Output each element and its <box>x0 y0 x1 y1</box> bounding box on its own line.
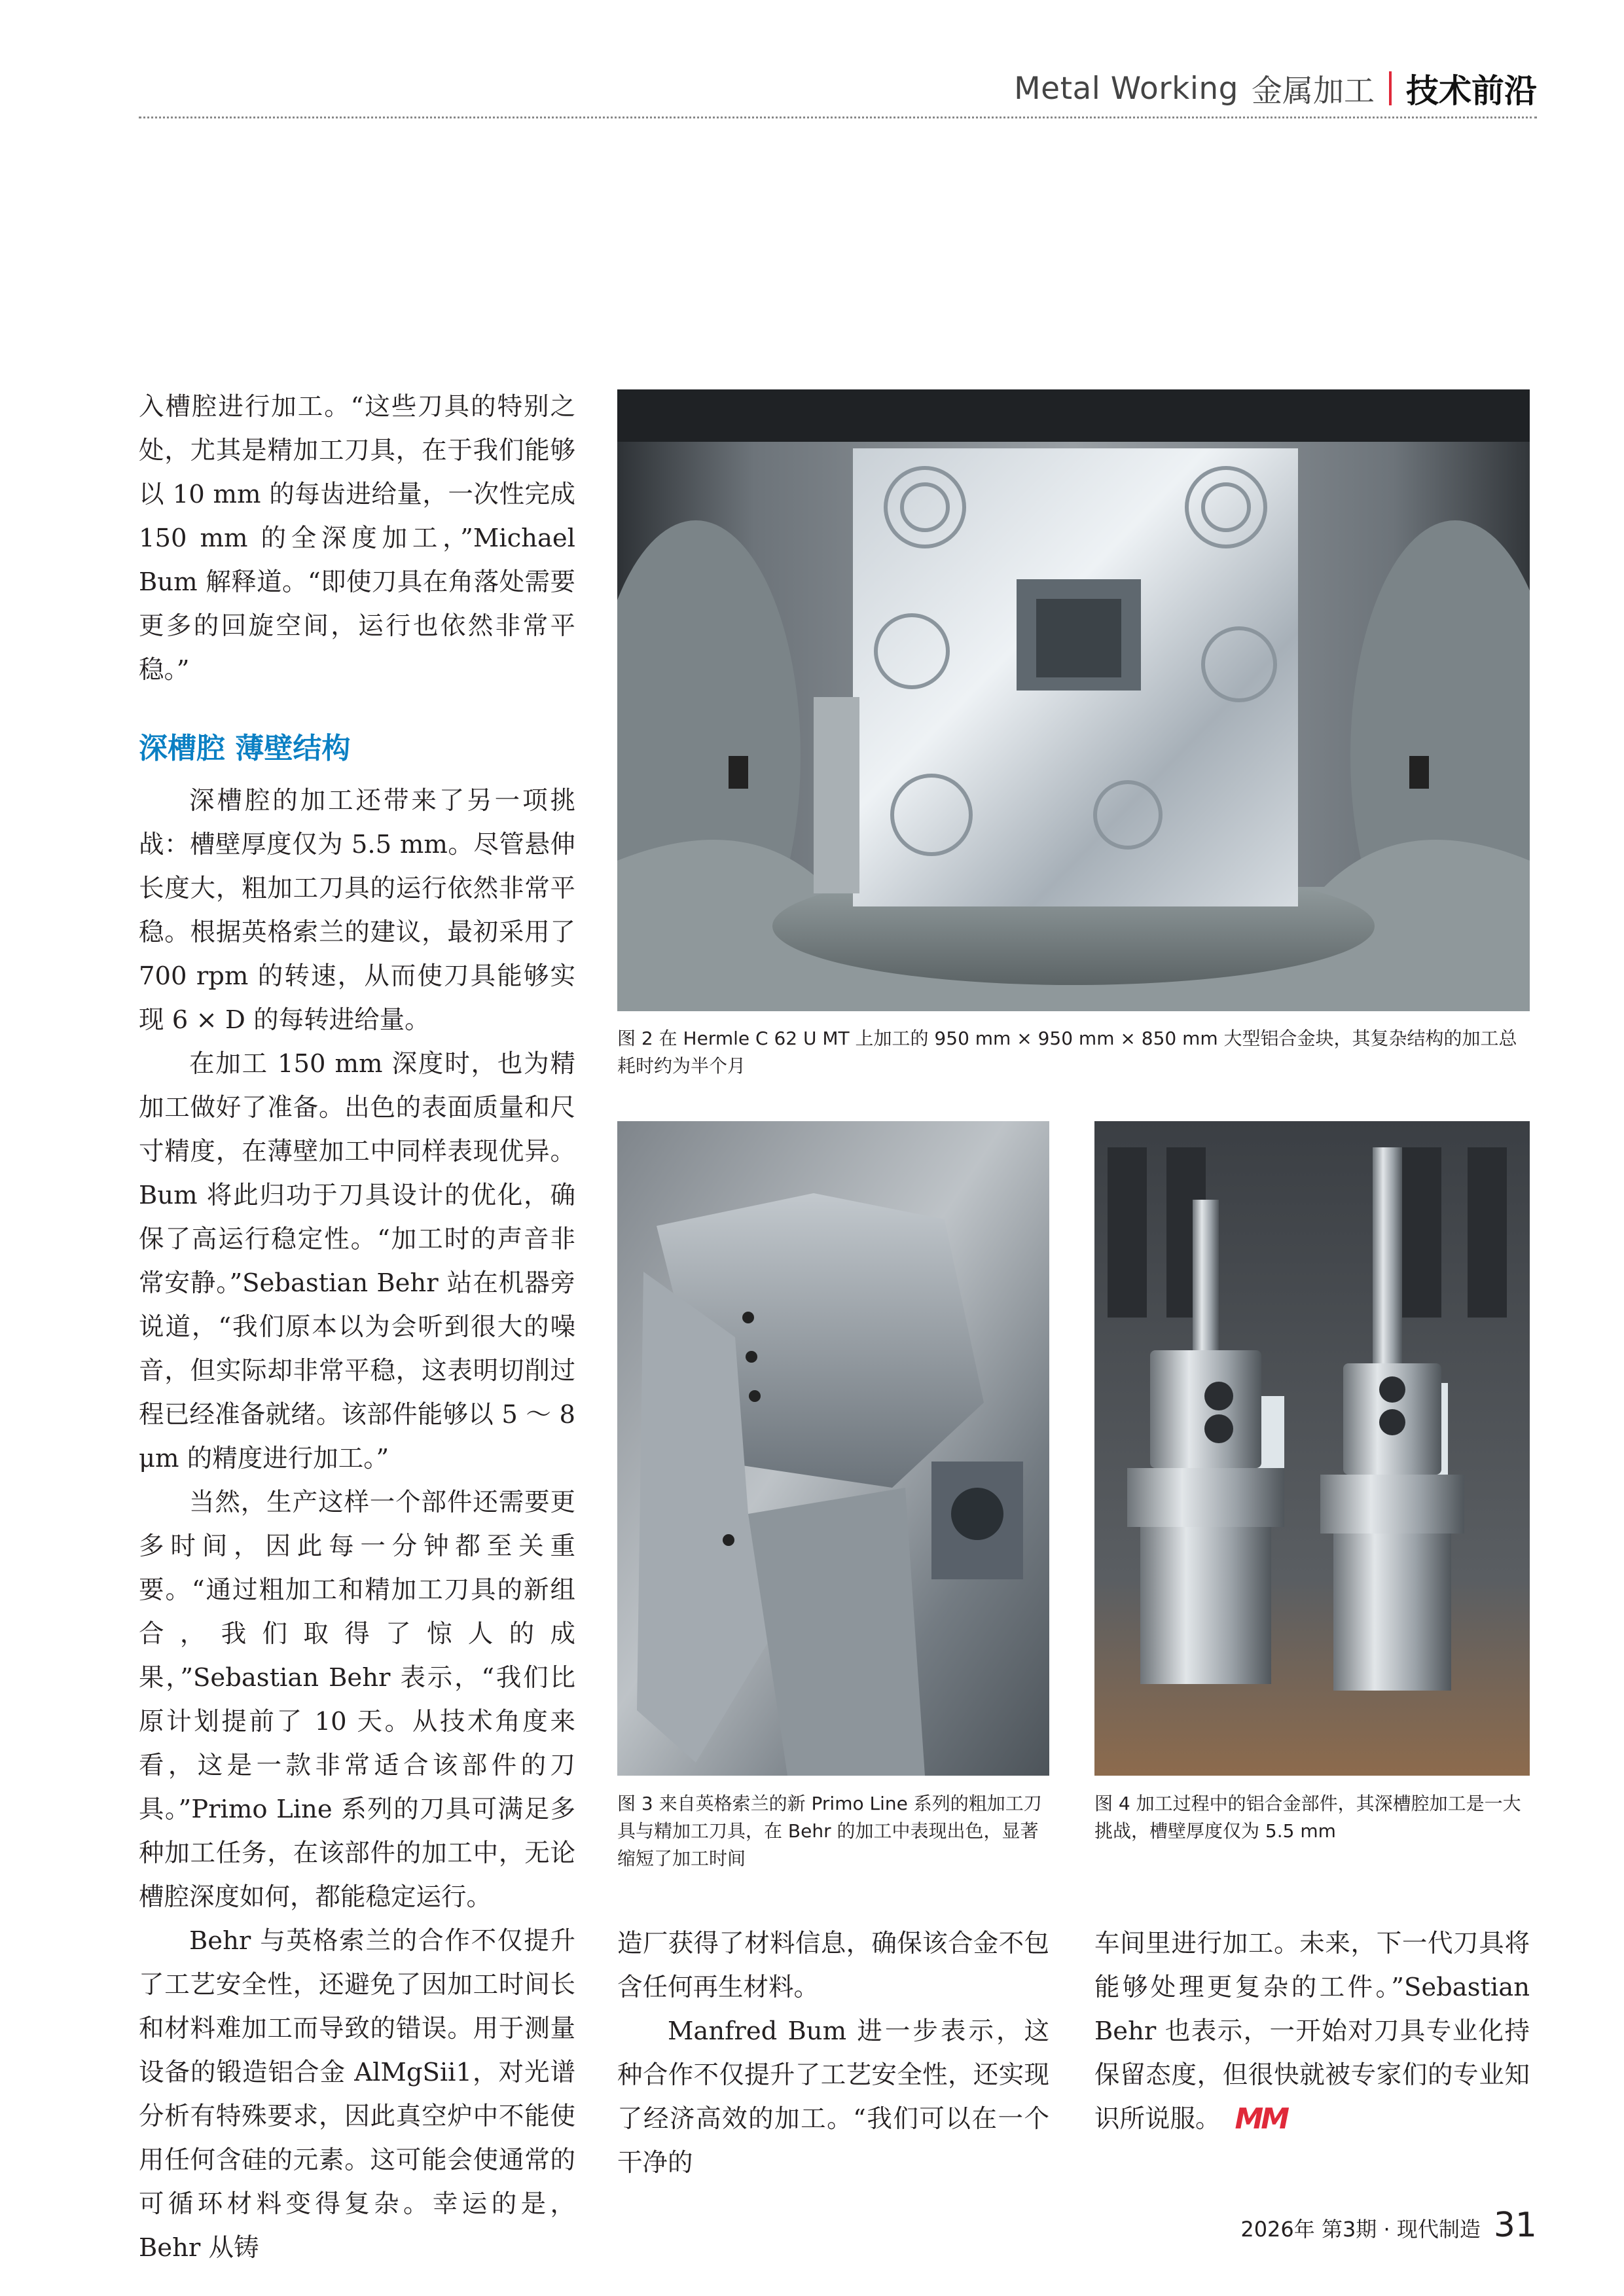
figure-2-caption: 图 2 在 Hermle C 62 U MT 上加工的 950 mm × 950 mm × 850 mm 大型铝合金块，其复杂结构的加工总耗时约为半个月 <box>617 1028 1517 1077</box>
figure-4-caption: 图 4 加工过程中的铝合金部件，其深槽腔加工是一大挑战，槽壁厚度仅为 5.5 mm <box>1094 1793 1521 1842</box>
paragraph: Behr 与英格索兰的合作不仅提升了工艺安全性，还避免了因加工时间长和材料难加工而导致的错误。用于测量设备的锻造铝合金 AlMgSii1，对光谱分析有特殊要求，因此真空炉中不能使用任何含硅的元素。这可能会使通常的可循环材料变得复杂。幸运的是，Behr 从铸 <box>139 1926 575 2263</box>
figure-4-milling-tools-photo <box>1094 1121 1530 1776</box>
paragraph: Manfred Bum 进一步表示，这种合作不仅提升了工艺安全性，还实现了经济高效的加工。“我们可以在一个干净的 <box>617 2017 1049 2178</box>
text-column-3 <box>1094 1922 1530 2141</box>
paragraph: 入槽腔进行加工。“这些刀具的特别之处，尤其是精加工刀具，在于我们能够以 10 mm 的每齿进给量，一次性完成 150 mm 的全深度加工，”Michael Bum 解释道。“即使刀具在角落处需要更多的回旋空间，运行也依然非常平稳。” <box>139 392 575 685</box>
paragraph: 当然，生产这样一个部件还需要更多时间，因此每一分钟都至关重要。“通过粗加工和精加工刀具的新组合，我们取得了惊人的成果，”Sebastian Behr 表示，“我们比原计划提前了 10 天。从技术角度来看，这是一款非常适合该部件的刀具。”Primo Line 系列的刀具可满足多种加工任务，在该部件的加工中，无论槽腔深度如何，都能稳定运行。 <box>139 1488 575 1912</box>
issue-info: 2026年 第3期 · 现代制造 <box>1240 2217 1481 2242</box>
figure-3-caption: 图 3 来自英格索兰的新 Primo Line 系列的粗加工刀具与精加工刀具，在 Behr 的加工中表现出色，显著缩短了加工时间 <box>617 1793 1042 1869</box>
text-column-1 <box>139 385 575 2270</box>
figure-3-deep-pocket-closeup-photo <box>617 1121 1049 1776</box>
text-column-2 <box>617 1922 1049 2185</box>
header-section: 技术前沿 <box>1406 72 1537 110</box>
paragraph: 在加工 150 mm 深度时，也为精加工做好了准备。出色的表面质量和尺寸精度，在薄壁加工中同样表现优异。Bum 将此归功于刀具设计的优化，确保了高运行稳定性。“加工时的声音非常安静。”Sebastian Behr 站在机器旁说道，“我们原本以为会听到很大的噪音，但实际却非常平稳，这表明切削过程已经准备就绪。该部件能够以 5 ～ 8 μm 的精度进行加工。” <box>139 1049 575 1473</box>
mm-logo: MM <box>1235 2102 1288 2136</box>
page-footer <box>1240 2206 1537 2245</box>
paragraph: 深槽腔的加工还带来了另一项挑战：槽壁厚度仅为 5.5 mm。尽管悬伸长度大，粗加工刀具的运行依然非常平稳。根据英格索兰的建议，最初采用了 700 rpm 的转速，从而使刀具能够实现 6 × D 的每转进给量。 <box>139 786 575 1035</box>
section-heading: 深槽腔 薄壁结构 <box>139 732 351 765</box>
running-header <box>1014 65 1537 111</box>
figure-2-machined-aluminum-block-photo <box>617 389 1530 1011</box>
paragraph-text: 车间里进行加工。未来，下一代刀具将能够处理更复杂的工件。”Sebastian Behr 也表示，一开始对刀具专业化持保留态度，但很快就被专家们的专业知识所说服。 <box>1094 1929 1530 2134</box>
page-number: 31 <box>1493 2206 1537 2245</box>
header-english: Metal Working <box>1014 70 1238 107</box>
header-rule <box>139 117 1537 118</box>
header-divider <box>1389 71 1392 105</box>
header-chinese: 金属加工 <box>1252 73 1375 109</box>
paragraph: 造厂获得了材料信息，确保该合金不包含任何再生材料。 <box>617 1929 1049 2002</box>
paragraph <box>1094 1922 1530 2141</box>
